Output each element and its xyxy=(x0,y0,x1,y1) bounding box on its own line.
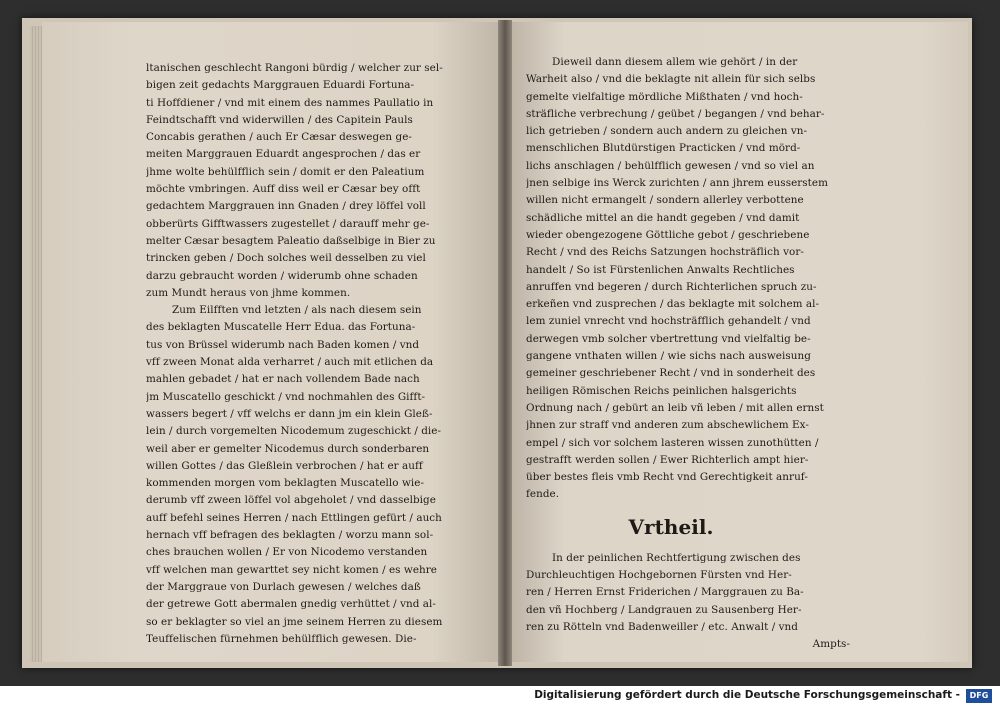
text-line: mahlen gebadet / hat er nach vollendem Bade nach xyxy=(146,373,420,386)
text-line: obberürts Gifftwassers zugestellet / darauff mehr ge- xyxy=(146,217,430,230)
text-line: fende. xyxy=(526,488,560,501)
text-line: Feindtschafft vnd widerwillen / des Capitein Pauls xyxy=(146,113,413,126)
text-line: Dieweil dann diesem allem wie gehört / in der xyxy=(552,56,798,68)
text-line: über bestes fleis vmb Recht vnd Gerechtigkeit anruf- xyxy=(526,471,808,484)
text-line: schädliche mittel an die handt gegeben / vnd damit xyxy=(526,211,800,224)
text-line: Warheit also / vnd die beklagte nit allein für sich selbs xyxy=(526,73,816,86)
text-line: darzu gebraucht worden / widerumb ohne schaden xyxy=(146,269,418,282)
left-page-text xyxy=(146,60,492,648)
text-line: ltanischen geschlecht Rangoni bürdig / welcher zur sel- xyxy=(146,62,443,74)
text-line: des beklagten Muscatelle Herr Edua. das Fortuna- xyxy=(146,321,416,334)
text-line: jhme wolte behülfflich sein / domit er den Paleatium xyxy=(146,165,425,178)
text-line: wieder obengezogene Göttliche gebot / geschriebene xyxy=(526,228,810,241)
text-line: so er beklagter so viel an jme seinem Herren zu diesem xyxy=(146,615,443,628)
right-page-text xyxy=(526,54,856,654)
funding-credit: Digitalisierung gefördert durch die Deutsche Forschungsgemeinschaft - xyxy=(534,689,960,701)
text-line: menschlichen Blutdürstigen Practicken / vnd mörd- xyxy=(526,142,801,155)
text-line: derumb vff zween löffel vol abgeholet / vnd dasselbige xyxy=(146,494,436,507)
text-line: willen Gottes / das Gleßlein verbrochen / hat er auff xyxy=(146,459,423,472)
text-line: gemelte vielfaltige mördliche Mißthaten / vnd hoch- xyxy=(526,90,803,103)
text-line: den vñ Hochberg / Landgrauen zu Sausenberg Her- xyxy=(526,603,802,616)
text-line: anruffen vnd begeren / durch Richterlichen spruch zu- xyxy=(526,280,817,293)
text-line: gemeiner geschriebener Recht / vnd in sonderheit des xyxy=(526,367,816,380)
text-line: auff befehl seines Herren / nach Ettlingen gefürt / auch xyxy=(146,511,442,524)
text-line: wassers begert / vff welchs er dann jm ein klein Gleß- xyxy=(146,407,433,420)
text-line: bigen zeit gedachts Marggrauen Eduardi Fortuna- xyxy=(146,79,415,92)
text-line: In der peinlichen Rechtfertigung zwischen des xyxy=(552,551,801,564)
text-line: weil aber er gemelter Nicodemus durch sonderbaren xyxy=(146,442,430,455)
text-line: ren zu Rötteln vnd Badenweiller / etc. Anwalt / vnd xyxy=(526,620,798,633)
text-line: trincken geben / Doch solches weil desselben zu viel xyxy=(146,252,426,265)
text-line: lein / durch vorgemelten Nicodemum zugeschickt / die- xyxy=(146,425,442,438)
text-line: Zum Eilfften vnd letzten / als nach diesem sein xyxy=(172,304,422,317)
text-line: lichs anschlagen / behülfflich gewesen / vnd so viel an xyxy=(526,159,815,172)
text-line: zum Mundt heraus von jhme kommen. xyxy=(146,286,351,299)
page-stack-edge xyxy=(30,26,42,662)
text-line: der getrewe Gott abermalen gnedig verhüttet / vnd al- xyxy=(146,598,436,611)
text-line: ches brauchen wollen / Er von Nicodemo verstanden xyxy=(146,546,428,559)
text-line: melter Cæsar besagtem Paleatio daßselbige in Bier zu xyxy=(146,234,436,247)
text-line: jnen selbige ins Werck zurichten / ann jhrem eusserstem xyxy=(526,177,828,190)
text-line: lich getrieben / sondern auch andern zu gleichen vn- xyxy=(526,125,808,138)
text-line: lem zuniel vnrecht vnd hochsträfflich gehandelt / vnd xyxy=(526,315,811,328)
text-line: möchte vmbringen. Auff diss weil er Cæsar bey offt xyxy=(146,183,421,196)
text-line: vff zween Monat alda verharret / auch mit etlichen da xyxy=(146,356,434,369)
text-line: gangene vnthaten willen / wie sichs nach ausweisung xyxy=(526,350,811,363)
text-line: gestrafft werden sollen / Ewer Richterlich ampt hier- xyxy=(526,453,809,466)
text-line: der Marggraue von Durlach gewesen / welches daß xyxy=(146,580,421,593)
section-heading: Vrtheil. xyxy=(628,514,714,539)
text-line: heiligen Römischen Reichs peinlichen halsgerichts xyxy=(526,384,797,397)
text-line: handelt / So ist Fürstenlichen Anwalts Rechtliches xyxy=(526,263,795,276)
text-line: ti Hoffdiener / vnd mit einem des nammes Paullatio in xyxy=(146,96,434,109)
text-line: jm Muscatello geschickt / vnd nochmahlen des Gifft- xyxy=(146,390,426,403)
text-line: jhnen zur straff vnd anderen zum abschewlichem Ex- xyxy=(526,419,809,432)
text-line: tus von Brüssel widerumb nach Baden komen / vnd xyxy=(146,338,420,351)
footer-bar xyxy=(0,686,1000,706)
text-line: willen nicht ermangelt / sondern allerley verbottene xyxy=(526,194,804,207)
text-line: kommenden morgen vom beklagten Muscatello wie- xyxy=(146,477,425,490)
text-line: Recht / vnd des Reichs Satzungen hochsträflich vor- xyxy=(526,246,804,259)
text-line: vff welchen man gewarttet sey nicht komen / es wehre xyxy=(146,563,438,576)
text-line: Ordnung nach / gebürt an leib vñ leben / mit allen ernst xyxy=(526,401,824,414)
text-line: empel / sich vor solchem lasteren wissen zunothütten / xyxy=(526,436,819,449)
dfg-logo: DFG xyxy=(966,689,992,703)
text-line: ren / Herren Ernst Friderichen / Marggrauen zu Ba- xyxy=(526,586,804,599)
text-line: Teuffelischen fürnehmen behülfflich gewesen. Die- xyxy=(146,632,417,645)
text-line: Concabis gerathen / auch Er Cæsar deswegen ge- xyxy=(146,131,412,144)
text-line: Durchleuchtigen Hochgebornen Fürsten vnd Her- xyxy=(526,569,792,582)
text-line: gedachtem Marggrauen inn Gnaden / drey löffel voll xyxy=(146,200,426,213)
book-gutter xyxy=(498,20,512,666)
text-line: sträfliche verbrechung / geübet / begangen / vnd behar- xyxy=(526,107,825,120)
text-line: Ampts- xyxy=(812,638,850,651)
text-line: erkeñen vnd zusprechen / das beklagte mit solchem al- xyxy=(526,298,820,311)
text-line: derwegen vmb solcher vbertrettung vnd vielfaltig be- xyxy=(526,332,811,345)
text-line: meiten Marggrauen Eduardt angesprochen / das er xyxy=(146,148,421,161)
text-line: hernach vff befragen des beklagten / worzu mann sol- xyxy=(146,529,434,542)
